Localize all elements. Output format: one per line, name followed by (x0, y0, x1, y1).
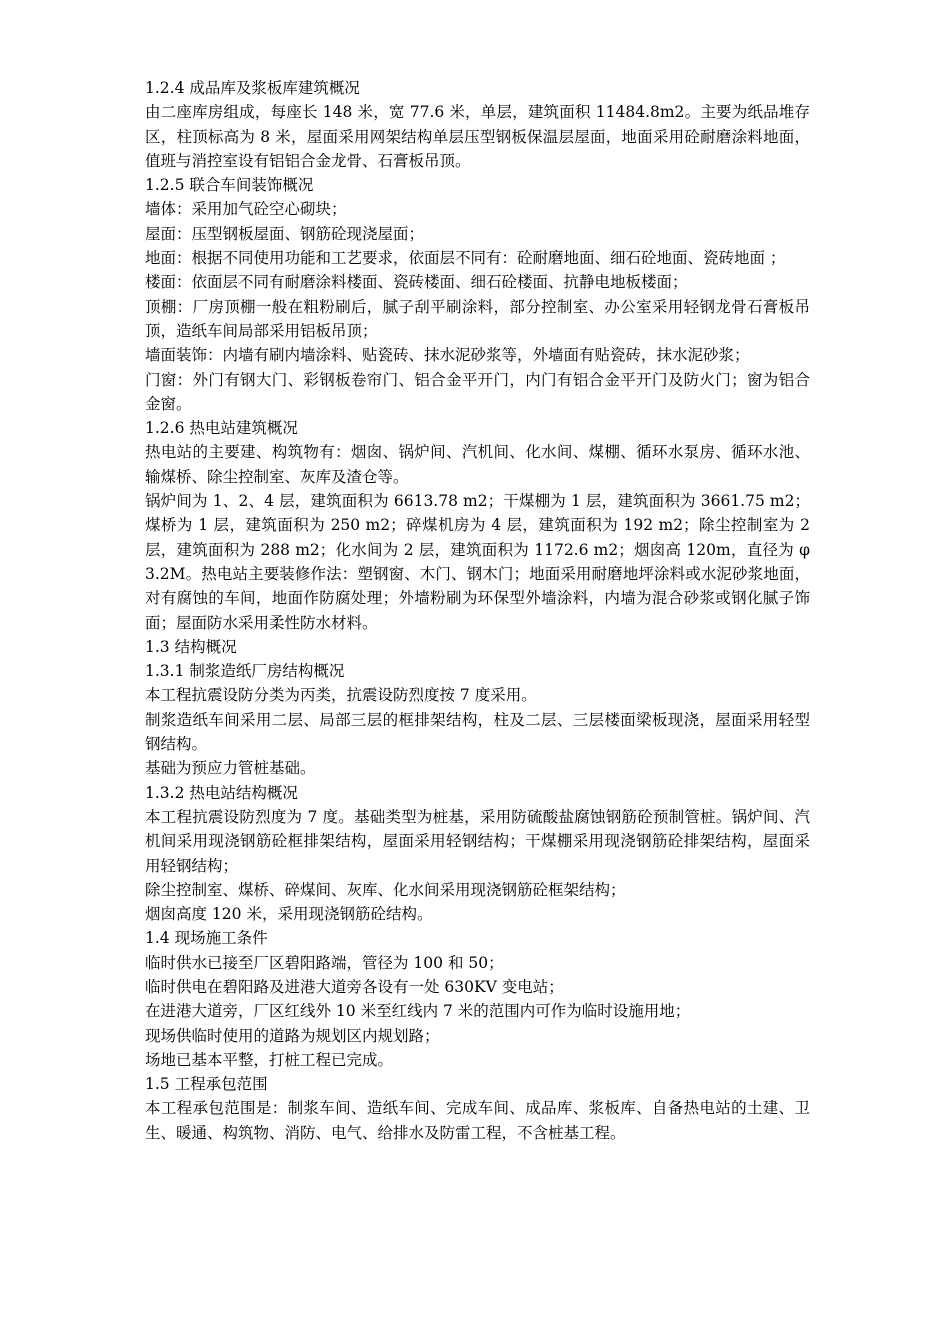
paragraph-power-supply: 临时供电在碧阳路及进港大道旁各设有一处 630KV 变电站； (145, 977, 564, 996)
paragraph-ground: 地面：根据不同使用功能和工艺要求，依面层不同有：砼耐磨地面、细石砼地面、瓷砖地面 ； (145, 249, 786, 268)
heading-1-5: 1.5 工程承包范围 (145, 1075, 268, 1094)
heading-1-3-1: 1.3.1 制浆造纸厂房结构概况 (145, 662, 345, 681)
paragraph-wall-finish: 墙面装饰：内墙有刷内墙涂料、贴瓷砖、抹水泥砂浆等，外墙面有贴瓷砖，抹水泥砂浆； (145, 346, 750, 365)
paragraph-wall: 墙体：采用加气砼空心砌块； (145, 200, 347, 219)
heading-1-3: 1.3 结构概况 (145, 637, 237, 656)
paragraph-ceiling: 顶棚：厂房顶棚一般在粗粉刷后，腻子刮平刷涂料，部分控制室、办公室采用轻钢龙骨石膏板吊顶，造纸车间局部采用铝板吊顶； (145, 297, 810, 340)
paragraph-power-station-areas: 锅炉间为 1、2、4 层，建筑面积为 6613.78 m2；干煤棚为 1 层，建筑面积为 3661.75 m2；煤桥为 1 层，建筑面积为 250 m2；碎煤机房为 4 层，建筑面积为 192 m2；除尘控制室为 2 层，建筑面积为 288 m2；化水间为 2 层，建筑面积为 1172.6 m2；烟囱高 120m，直径为 φ3.2M。热电站主要装修作法：塑钢窗、木门、钢木门；地面采用耐磨地坪涂料或水泥砂浆地面，对有腐蚀的车间，地面作防腐处理；外墙粉刷为环保型外墙涂料，内墙为混合砂浆或钢化腻子饰面；屋面防水采用柔性防水材料。 (145, 492, 810, 632)
paragraph-power-station-buildings: 热电站的主要建、构筑物有：烟囱、锅炉间、汽机间、化水间、煤棚、循环水泵房、循环水池、输煤桥、除尘控制室、灰库及渣仓等。 (145, 443, 810, 486)
paragraph-power-station-structure: 本工程抗震设防烈度为 7 度。基础类型为桩基，采用防硫酸盐腐蚀钢筋砼预制管桩。锅炉间、汽机间采用现浇钢筋砼框排架结构，屋面采用轻钢结构；干煤棚采用现浇钢筋砼排架结构，屋面采用轻钢结构； (145, 807, 810, 875)
document-page (145, 76, 810, 1145)
paragraph-temporary-land: 在进港大道旁，厂区红线外 10 米至红线内 7 米的范围内可作为临时设施用地； (145, 1002, 691, 1021)
paragraph-chimney: 烟囱高度 120 米，采用现浇钢筋砼结构。 (145, 905, 433, 924)
paragraph-foundation: 基础为预应力管桩基础。 (145, 759, 316, 778)
paragraph-water-supply: 临时供水已接至厂区碧阳路端，管径为 100 和 50； (145, 953, 504, 972)
paragraph-site-status: 场地已基本平整，打桩工程已完成。 (145, 1050, 394, 1069)
heading-1-3-2: 1.3.2 热电站结构概况 (145, 783, 298, 802)
paragraph-roads: 现场供临时使用的道路为规划区内规划路； (145, 1026, 440, 1045)
paragraph-workshop-structure: 制浆造纸车间采用二层、局部三层的框排架结构，柱及二层、三层楼面梁板现浇，屋面采用轻型钢结构。 (145, 710, 810, 754)
paragraph-doors-windows: 门窗：外门有钢大门、彩钢板卷帘门、铝合金平开门，内门有铝合金平开门及防火门；窗为铝合金窗。 (145, 370, 810, 413)
paragraph-warehouse-overview: 由二座库房组成，每座长 148 米，宽 77.6 米，单层，建筑面积 11484.8m2。主要为纸品堆存区，柱顶标高为 8 米，屋面采用网架结构单层压型钢板保温层屋面，地面采用砼耐磨涂料地面，值班与消控室设有铝铝合金龙骨、石膏板吊顶。 (145, 103, 810, 170)
heading-1-2-4: 1.2.4 成品库及浆板库建筑概况 (145, 79, 360, 97)
heading-1-2-6: 1.2.6 热电站建筑概况 (145, 419, 298, 438)
paragraph-frame-structures: 除尘控制室、煤桥、碎煤间、灰库、化水间采用现浇钢筋砼框架结构； (145, 880, 626, 899)
heading-1-2-5: 1.2.5 联合车间装饰概况 (145, 176, 314, 195)
paragraph-seismic-class: 本工程抗震设防分类为丙类，抗震设防烈度按 7 度采用。 (145, 686, 537, 705)
paragraph-contract-scope: 本工程承包范围是：制浆车间、造纸车间、完成车间、成品库、浆板库、自备热电站的土建、卫生、暖通、构筑物、消防、电气、给排水及防雷工程，不含桩基工程。 (145, 1099, 810, 1142)
heading-1-4: 1.4 现场施工条件 (145, 929, 268, 948)
paragraph-floor: 楼面：依面层不同有耐磨涂料楼面、瓷砖楼面、细石砼楼面、抗静电地板楼面； (145, 273, 688, 292)
paragraph-roof: 屋面：压型钢板屋面、钢筋砼现浇屋面； (145, 224, 425, 243)
